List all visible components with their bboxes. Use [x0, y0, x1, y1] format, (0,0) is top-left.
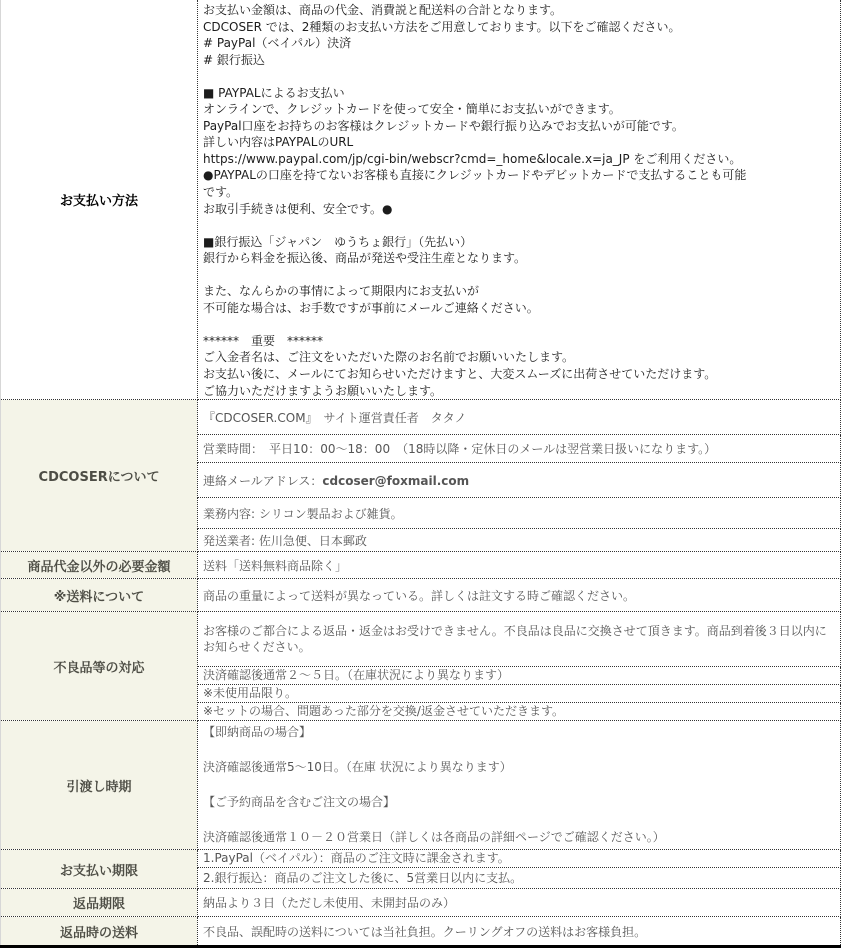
row-header-payment-method: お支払い方法 — [1, 0, 198, 400]
payment-method-content — [198, 0, 841, 400]
payment-line: お支払い金額は、商品の代金、消費説と配送料の合計となります。 — [203, 3, 563, 17]
return-period-cell: 納品より３日（ただし未使用、未開封品のみ） — [198, 889, 841, 917]
payment-line: また、なんらかの事情によって期限内にお支払いが — [203, 284, 480, 299]
table-row — [1, 0, 841, 400]
table-row — [1, 579, 841, 612]
payment-line: 銀行から料金を振込後、商品が発送や受注生産となります。 — [203, 251, 527, 266]
table-row — [1, 850, 841, 868]
row-header-return-shipping: 返品時の送料 — [1, 917, 198, 947]
contact-email-label: 連絡メールアドレス： — [203, 473, 323, 488]
delivery-time-cell — [198, 721, 841, 850]
delivery-line-blank — [203, 812, 836, 830]
payment-line-blank — [203, 68, 836, 85]
row-header-payment-deadline: お支払い期限 — [1, 850, 198, 889]
deadline-bank-cell: 2.銀行振込：商品のご注文した後に、5営業日以内に支払。 — [198, 868, 841, 889]
payment-line: # PayPal（ベイパル）決済 — [203, 36, 352, 51]
payment-line: お支払い後に、メールにてお知らせいただけますと、大変スムーズに出荷させていただけます。 — [203, 367, 717, 382]
delivery-line: 決済確認後通常5～10日。（在庫 状況により異なります） — [203, 759, 512, 774]
payment-line: ■銀行振込「ジャパン ゆうちょ銀行」（先払い） — [203, 234, 473, 249]
defective-unused-only-cell: ※未使用品限り。 — [198, 685, 841, 703]
row-header-defective-items: 不良品等の対応 — [1, 612, 198, 721]
table-row — [1, 917, 841, 947]
shipping-carrier-cell: 発送業者: 佐川急便、日本郵政 — [198, 529, 841, 552]
row-header-delivery-time: 引渡し時期 — [1, 721, 198, 850]
defective-set-policy-cell: ※セットの場合、問題あった部分を交換/返金させていただきます。 — [198, 703, 841, 721]
payment-line: オンラインで、クレジットカードを使って安全・簡単にお支払いができます。 — [203, 102, 621, 117]
delivery-line: 決済確認後通常１０－２０営業日（詳しくは各商品の詳細ページでご確認ください。） — [203, 830, 665, 845]
row-header-shipping-note: ※送料について — [1, 579, 198, 612]
business-hours-cell: 営業時間： 平日10：00～18：00 （18時以降・定休日のメールは翌営業日扱いになります。） — [198, 435, 841, 463]
row-header-return-period: 返品期限 — [1, 889, 198, 917]
payment-line: 詳しい内容はPAYPALのURL — [203, 135, 354, 150]
delivery-line: 【ご予約商品を含むご注文の場合】 — [203, 794, 396, 809]
table-row — [1, 889, 841, 917]
paypal-url-text: https://www.paypal.com/jp/cgi-bin/webscr?cmd=_home&locale.x=ja_JP をご利用ください。 — [203, 151, 742, 166]
payment-line-blank — [203, 316, 836, 333]
table-row — [1, 400, 841, 435]
payment-line: お取引手続きは便利、安全です。● — [203, 201, 393, 216]
table-row — [1, 552, 841, 579]
payment-line: ■ PAYPALによるお支払い — [203, 85, 345, 100]
shipping-note-cell: 商品の重量によって送料が異なっている。詳しくは註文する時ご確認ください。 — [198, 579, 841, 612]
important-notice-heading: ****** 重要 ****** — [203, 333, 324, 348]
payment-line: 不可能な場合は、お手数ですが事前にメールご連絡ください。 — [203, 300, 539, 315]
payment-line: です。 — [203, 185, 239, 200]
delivery-line: 【即納商品の場合】 — [203, 724, 312, 739]
contact-email-address: cdcoser@foxmail.com — [322, 473, 470, 488]
business-description-cell: 業務内容: シリコン製品および雑貨。 — [198, 498, 841, 529]
payment-line: ご入金者名は、ご注文をいただいた際のお名前でお願いいたします。 — [203, 350, 575, 365]
payment-line: # 銀行振込 — [203, 52, 265, 67]
payment-line: ●PAYPALの口座を持てないお客様も直接にクレジットカードやデビットカードで支払することも可能 — [203, 168, 747, 183]
payment-line: PayPal口座をお持ちのお客様はクレジットカードや銀行振り込みでお支払いが可能です。 — [203, 118, 684, 133]
payment-line-blank — [203, 217, 836, 234]
extra-fees-cell: 送料「送料無料商品除く」 — [198, 552, 841, 579]
deadline-paypal-cell: 1.PayPal（ベイパル）：商品のご注文時に課金されます。 — [198, 850, 841, 868]
payment-line: ご協力いただけますようお願いいたします。 — [203, 383, 443, 398]
payment-line: CDCOSER では、2種類のお支払い方法をご用意しております。以下をご確認ください。 — [203, 19, 681, 34]
table-row — [1, 721, 841, 850]
table-row — [1, 612, 841, 667]
row-header-extra-fees: 商品代金以外の必要金額 — [1, 552, 198, 579]
payment-line-blank — [203, 267, 836, 284]
defective-policy-cell: お客様のご都合による返品・返金はお受けできません。不良品は良品に交換させて頂きます。商品到着後３日以内にお知らせください。 — [198, 612, 841, 667]
delivery-line-blank — [203, 776, 836, 794]
delivery-line-blank — [203, 741, 836, 759]
contact-email-cell — [198, 463, 841, 498]
defective-exchange-time-cell: 決済確認後通常２～５日。（在庫状況により異なります） — [198, 667, 841, 685]
site-operator-cell: 『CDCOSER.COM』 サイト運営責任者 タタノ — [198, 400, 841, 435]
return-shipping-cell: 不良品、誤配時の送料については当社負担。クーリングオフの送料はお客様負担。 — [198, 917, 841, 947]
row-header-about-cdcoser: CDCOSERについて — [1, 400, 198, 552]
